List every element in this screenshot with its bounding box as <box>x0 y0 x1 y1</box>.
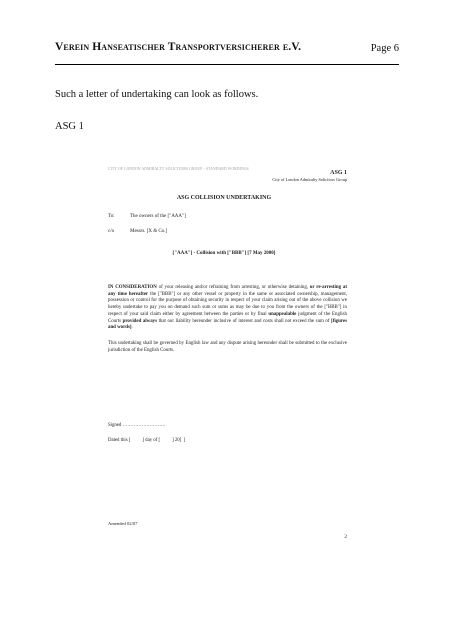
section-label: ASG 1 <box>55 121 84 132</box>
para1-lead: IN CONSIDERATION <box>108 285 157 290</box>
to-label: To: <box>108 214 115 219</box>
co-value: Messrs. [X & Co.] <box>130 229 168 234</box>
para1-bold-b: or re-arresting at any time hereafter <box>108 285 348 297</box>
para1-text-a: of your releasing and/or refraining from arresting, or otherwise detaining, <box>156 285 310 290</box>
embedded-undertaking-document <box>88 157 360 552</box>
para1-bold-d: provided always <box>122 318 157 324</box>
page-label: Page 6 <box>370 43 399 54</box>
para1-text-e: . <box>131 325 133 331</box>
consideration-paragraph <box>108 285 347 332</box>
to-value: The owners of the ["AAA"] <box>130 214 186 219</box>
document-page-number: 2 <box>344 534 347 540</box>
para1-bold-c: unappealable <box>268 311 297 317</box>
signed-line: Signed ……………………… <box>108 423 166 428</box>
document-group-name: City of London Admiralty Solicitors Group <box>272 177 347 182</box>
co-label: c/o <box>108 229 115 234</box>
intro-text: Such a letter of undertaking can look as follows. <box>55 89 259 100</box>
jurisdiction-paragraph: This undertaking shall be governed by English law and any dispute arising hereunder shall be submitted to the exclusive jurisdiction of the English Courts. <box>108 341 347 353</box>
para1-bold-e: [figures and words] <box>108 318 347 331</box>
amended-note: Amended 02/07 <box>108 521 138 526</box>
para1-text-c: judgment of the English Courts <box>108 311 347 324</box>
vessel-line: ["AAA"] - Collision with ["BBB"] [7 May 2000] <box>172 251 276 256</box>
document-title: ASG COLLISION UNDERTAKING <box>176 195 272 201</box>
document-top-caption: CITY OF LONDON ADMIRALTY SOLICITORS GROUP - STANDARD WORDINGS <box>108 167 249 171</box>
document-asg-label: ASG 1 <box>330 170 347 176</box>
para1-text-b: the ["BBB"] or any other vessel or property in the same or associated ownership, management, possession or control for the purpose of obtaining security in respect of your claim arising out of the above collision we hereby undertake to pay you on demand such sum or sums as may be due to you from the owners of the ["BBB"] in respect of your said claim either by agreement between the parties or by final <box>108 291 347 317</box>
dated-line: Dated this [ ] day of [ ] 20[ ] <box>108 438 186 443</box>
header-rule <box>55 64 399 65</box>
header-title: Verein Hanseatischer Transportversicherer e.V. <box>55 41 302 53</box>
para1-text-d: that our liability hereunder inclusive of interest and costs shall not exceed the sum of <box>157 318 332 324</box>
